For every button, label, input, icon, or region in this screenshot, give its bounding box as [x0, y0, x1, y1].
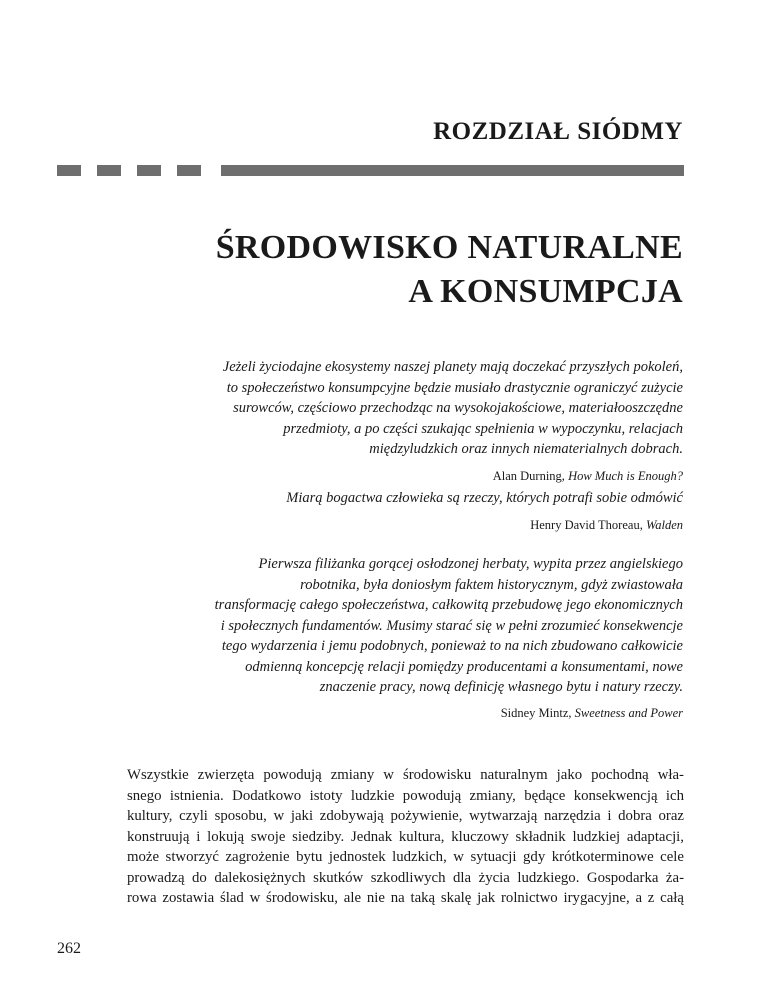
quote-line: tego wydarzenia i jemu podobnych, ponieważ to na nich zbudowano całkowicie: [221, 638, 683, 654]
body-line: rowa zostawia ślad w środowisku, ale nie na taką skalę jak rolnictwo irygacyjne, a z całą: [127, 890, 684, 906]
attribution-work: How Much is Enough?: [568, 468, 683, 483]
page-number: 262: [57, 940, 81, 957]
body-line: Wszystkie zwierzęta powodują zmiany w środowisku naturalnym jako pochodną wła-: [127, 767, 684, 783]
attribution-author: Alan Durning,: [492, 468, 569, 483]
quote-line: Jeżeli życiodajne ekosystemy naszej planety mają doczekać przyszłych pokoleń,: [222, 359, 683, 375]
epigraph-attribution: [223, 467, 683, 485]
decorative-dash: [57, 165, 81, 176]
quote-line: to społeczeństwo konsumpcyjne będzie musiało drastycznie ograniczyć zużycie: [226, 379, 683, 396]
decorative-dash: [97, 165, 121, 176]
epigraph-durning: [223, 357, 683, 485]
quote-line: międzyludzkich oraz innych niematerialnych dobrach.: [369, 441, 683, 457]
body-line: kultury, czyli sposobu, w jaki zdobywają pożywienie, wytwarzają narzędzia i dobra oraz: [127, 808, 684, 824]
decorative-dash: [177, 165, 201, 176]
quote-line: przedmioty, a po części szukając spełnienia w wypoczynku, relacjach: [283, 420, 683, 437]
body-paragraph: [127, 765, 684, 909]
quote-line: surowców, częściowo przechodząc na wysokojakościowe, materiałooszczędne: [233, 400, 683, 416]
chapter-label: ROZDZIAŁ SIÓDMY: [433, 118, 683, 145]
quote-line: znaczenie pracy, nową definicję własnego bytu i natury rzeczy.: [319, 679, 683, 695]
epigraph-quote: [286, 488, 683, 509]
attribution-author: Henry David Thoreau,: [530, 517, 646, 532]
quote-line: Pierwsza filiżanka gorącej osłodzonej herbaty, wypita przez angielskiego: [258, 556, 683, 572]
chapter-title-line: ŚRODOWISKO NATURALNE: [215, 229, 683, 266]
body-line: konstruują i lokują swoje siedziby. Jednak kultura, kluczowy składnik ludzkiej adaptacji,: [127, 828, 684, 845]
decorative-dash: [137, 165, 161, 176]
chapter-title-line: A KONSUMPCJA: [408, 273, 683, 310]
epigraph-mintz: [215, 554, 683, 722]
quote-line: i społecznych fundamentów. Musimy starać się w pełni zrozumieć konsekwencje: [220, 617, 683, 634]
quote-line: odmienną koncepcję relacji pomiędzy producentami a konsumentami, nowe: [245, 658, 683, 675]
epigraph-attribution: [286, 516, 683, 534]
epigraph-thoreau: [286, 488, 683, 534]
chapter-title: [216, 226, 683, 314]
quote-line: transformację całego społeczeństwa, całkowitą przebudowę jego ekonomicznych: [214, 597, 683, 613]
epigraph-quote: [223, 357, 683, 460]
attribution-work: Walden: [645, 517, 683, 532]
body-line: snego istnienia. Dodatkowo istoty ludzkie powodują zmiany, będące konsekwencją ich: [127, 787, 684, 804]
quote-line: Miarą bogactwa człowieka są rzeczy, których potrafi sobie odmówić: [286, 490, 683, 506]
quote-line: robotnika, była doniosłym faktem historycznym, gdyż zwiastowała: [300, 576, 683, 593]
body-line: może stworzyć zagrożenie bytu jednostek ludzkich, w sytuacji gdy krótkoterminowe cele: [127, 849, 684, 865]
body-line: prowadzą do dalekosiężnych skutków szkodliwych dla życia ludzkiego. Gospodarka ża-: [127, 869, 684, 886]
attribution-author: Sidney Mintz,: [500, 705, 575, 720]
epigraph-quote: [215, 554, 683, 698]
epigraph-attribution: [215, 704, 683, 722]
decorative-rule: [221, 165, 684, 176]
attribution-work: Sweetness and Power: [574, 705, 683, 720]
